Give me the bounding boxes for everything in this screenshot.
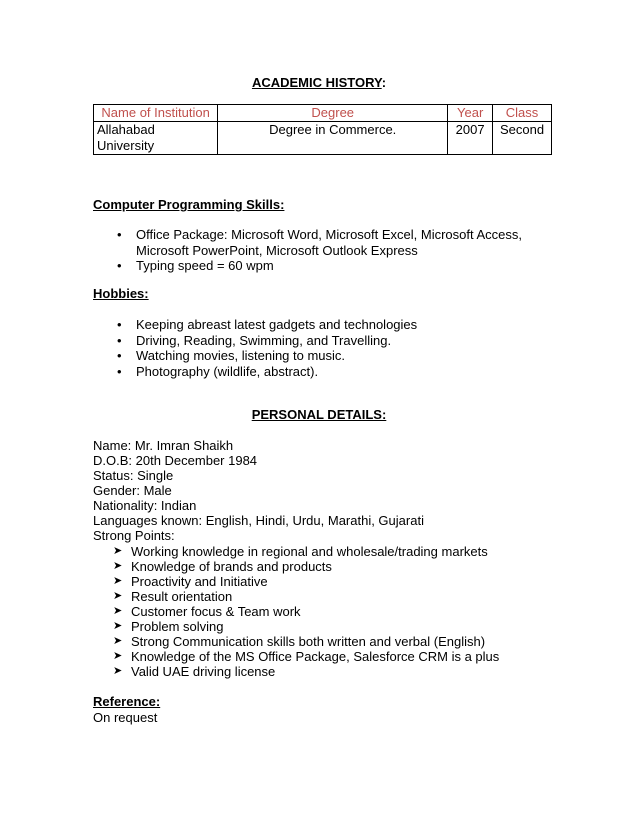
- list-item: [117, 227, 537, 258]
- strong-points-list: [113, 544, 553, 679]
- bullet-dot-icon: •: [117, 363, 122, 379]
- header-class: Class: [493, 105, 552, 122]
- skills-item-2: Typing speed = 60 wpm: [136, 258, 274, 273]
- table-row: [94, 122, 552, 155]
- list-item: [113, 664, 553, 679]
- strong-point-item: Working knowledge in regional and wholesale/trading markets: [131, 544, 488, 559]
- list-item: [113, 649, 553, 664]
- academic-history-colon: :: [381, 75, 387, 90]
- skills-list: [117, 227, 537, 274]
- skills-item-1-line-2: Microsoft PowerPoint, Microsoft Outlook Express: [136, 242, 418, 258]
- institution-line-1: Allahabad: [97, 122, 155, 137]
- academic-history-table: [93, 104, 552, 155]
- arrow-bullet-icon: ➤: [113, 605, 123, 617]
- bullet-dot-icon: •: [117, 317, 122, 332]
- list-item: [113, 634, 553, 649]
- reference-heading: Reference:: [93, 694, 161, 709]
- cell-degree: Degree in Commerce.: [218, 122, 448, 155]
- table-header-row: [94, 105, 552, 122]
- personal-nationality: Nationality: Indian: [93, 498, 197, 513]
- strong-point-item: Knowledge of brands and products: [131, 559, 332, 574]
- strong-point-item: Valid UAE driving license: [131, 664, 276, 679]
- arrow-bullet-icon: ➤: [113, 635, 123, 647]
- list-item: [113, 604, 553, 619]
- list-item: [117, 333, 537, 349]
- hobby-item: Watching movies, listening to music.: [136, 348, 346, 363]
- list-item: [117, 364, 537, 380]
- arrow-bullet-icon: ➤: [113, 665, 123, 677]
- header-institution: Name of Institution: [94, 105, 218, 122]
- bullet-dot-icon: •: [117, 227, 122, 242]
- personal-status: Status: Single: [93, 468, 174, 483]
- bullet-dot-icon: •: [117, 348, 122, 363]
- cell-year: 2007: [448, 122, 493, 155]
- cell-class: Second: [493, 122, 552, 155]
- skills-heading: Computer Programming Skills:: [93, 197, 285, 212]
- list-item: [113, 544, 553, 559]
- personal-gender: Gender: Male: [93, 483, 172, 498]
- arrow-bullet-icon: ➤: [113, 650, 123, 662]
- arrow-bullet-icon: ➤: [113, 575, 123, 587]
- arrow-bullet-icon: ➤: [113, 620, 123, 632]
- strong-point-item: Customer focus & Team work: [131, 604, 301, 619]
- hobby-item: Photography (wildlife, abstract).: [136, 363, 319, 379]
- list-item: [117, 317, 537, 333]
- personal-details-heading: PERSONAL DETAILS:: [251, 407, 387, 422]
- list-item: [113, 574, 553, 589]
- strong-point-item: Strong Communication skills both written and verbal (English): [131, 634, 486, 649]
- list-item: [117, 348, 537, 364]
- strong-point-item: Problem solving: [131, 619, 224, 634]
- cell-institution: [94, 122, 218, 155]
- skills-item-1-line-1: Office Package: Microsoft Word, Microsoft Excel, Microsoft Access,: [136, 227, 523, 242]
- hobby-item: Keeping abreast latest gadgets and technologies: [136, 317, 418, 332]
- hobbies-heading: Hobbies:: [93, 286, 149, 301]
- header-year: Year: [448, 105, 493, 122]
- hobby-item: Driving, Reading, Swimming, and Travelling.: [136, 332, 392, 348]
- strong-points-label: Strong Points:: [93, 528, 175, 543]
- arrow-bullet-icon: ➤: [113, 545, 123, 557]
- bullet-dot-icon: •: [117, 332, 122, 348]
- list-item: [113, 619, 553, 634]
- personal-languages: Languages known: English, Hindi, Urdu, Marathi, Gujarati: [93, 513, 424, 528]
- list-item: [113, 559, 553, 574]
- arrow-bullet-icon: ➤: [113, 590, 123, 602]
- institution-line-2: University: [97, 138, 155, 153]
- list-item: [113, 589, 553, 604]
- list-item: [117, 258, 537, 274]
- academic-history-title: ACADEMIC HISTORY: [251, 75, 382, 90]
- reference-value: On request: [93, 710, 158, 725]
- personal-name: Name: Mr. Imran Shaikh: [93, 438, 234, 453]
- personal-dob: D.O.B: 20th December 1984: [93, 453, 258, 468]
- academic-history-heading: [0, 75, 638, 90]
- hobbies-list: [117, 317, 537, 379]
- strong-point-item: Result orientation: [131, 589, 233, 604]
- arrow-bullet-icon: ➤: [113, 560, 123, 572]
- header-degree: Degree: [218, 105, 448, 122]
- strong-point-item: Proactivity and Initiative: [131, 574, 268, 589]
- strong-point-item: Knowledge of the MS Office Package, Salesforce CRM is a plus: [131, 649, 500, 664]
- bullet-dot-icon: •: [117, 258, 122, 273]
